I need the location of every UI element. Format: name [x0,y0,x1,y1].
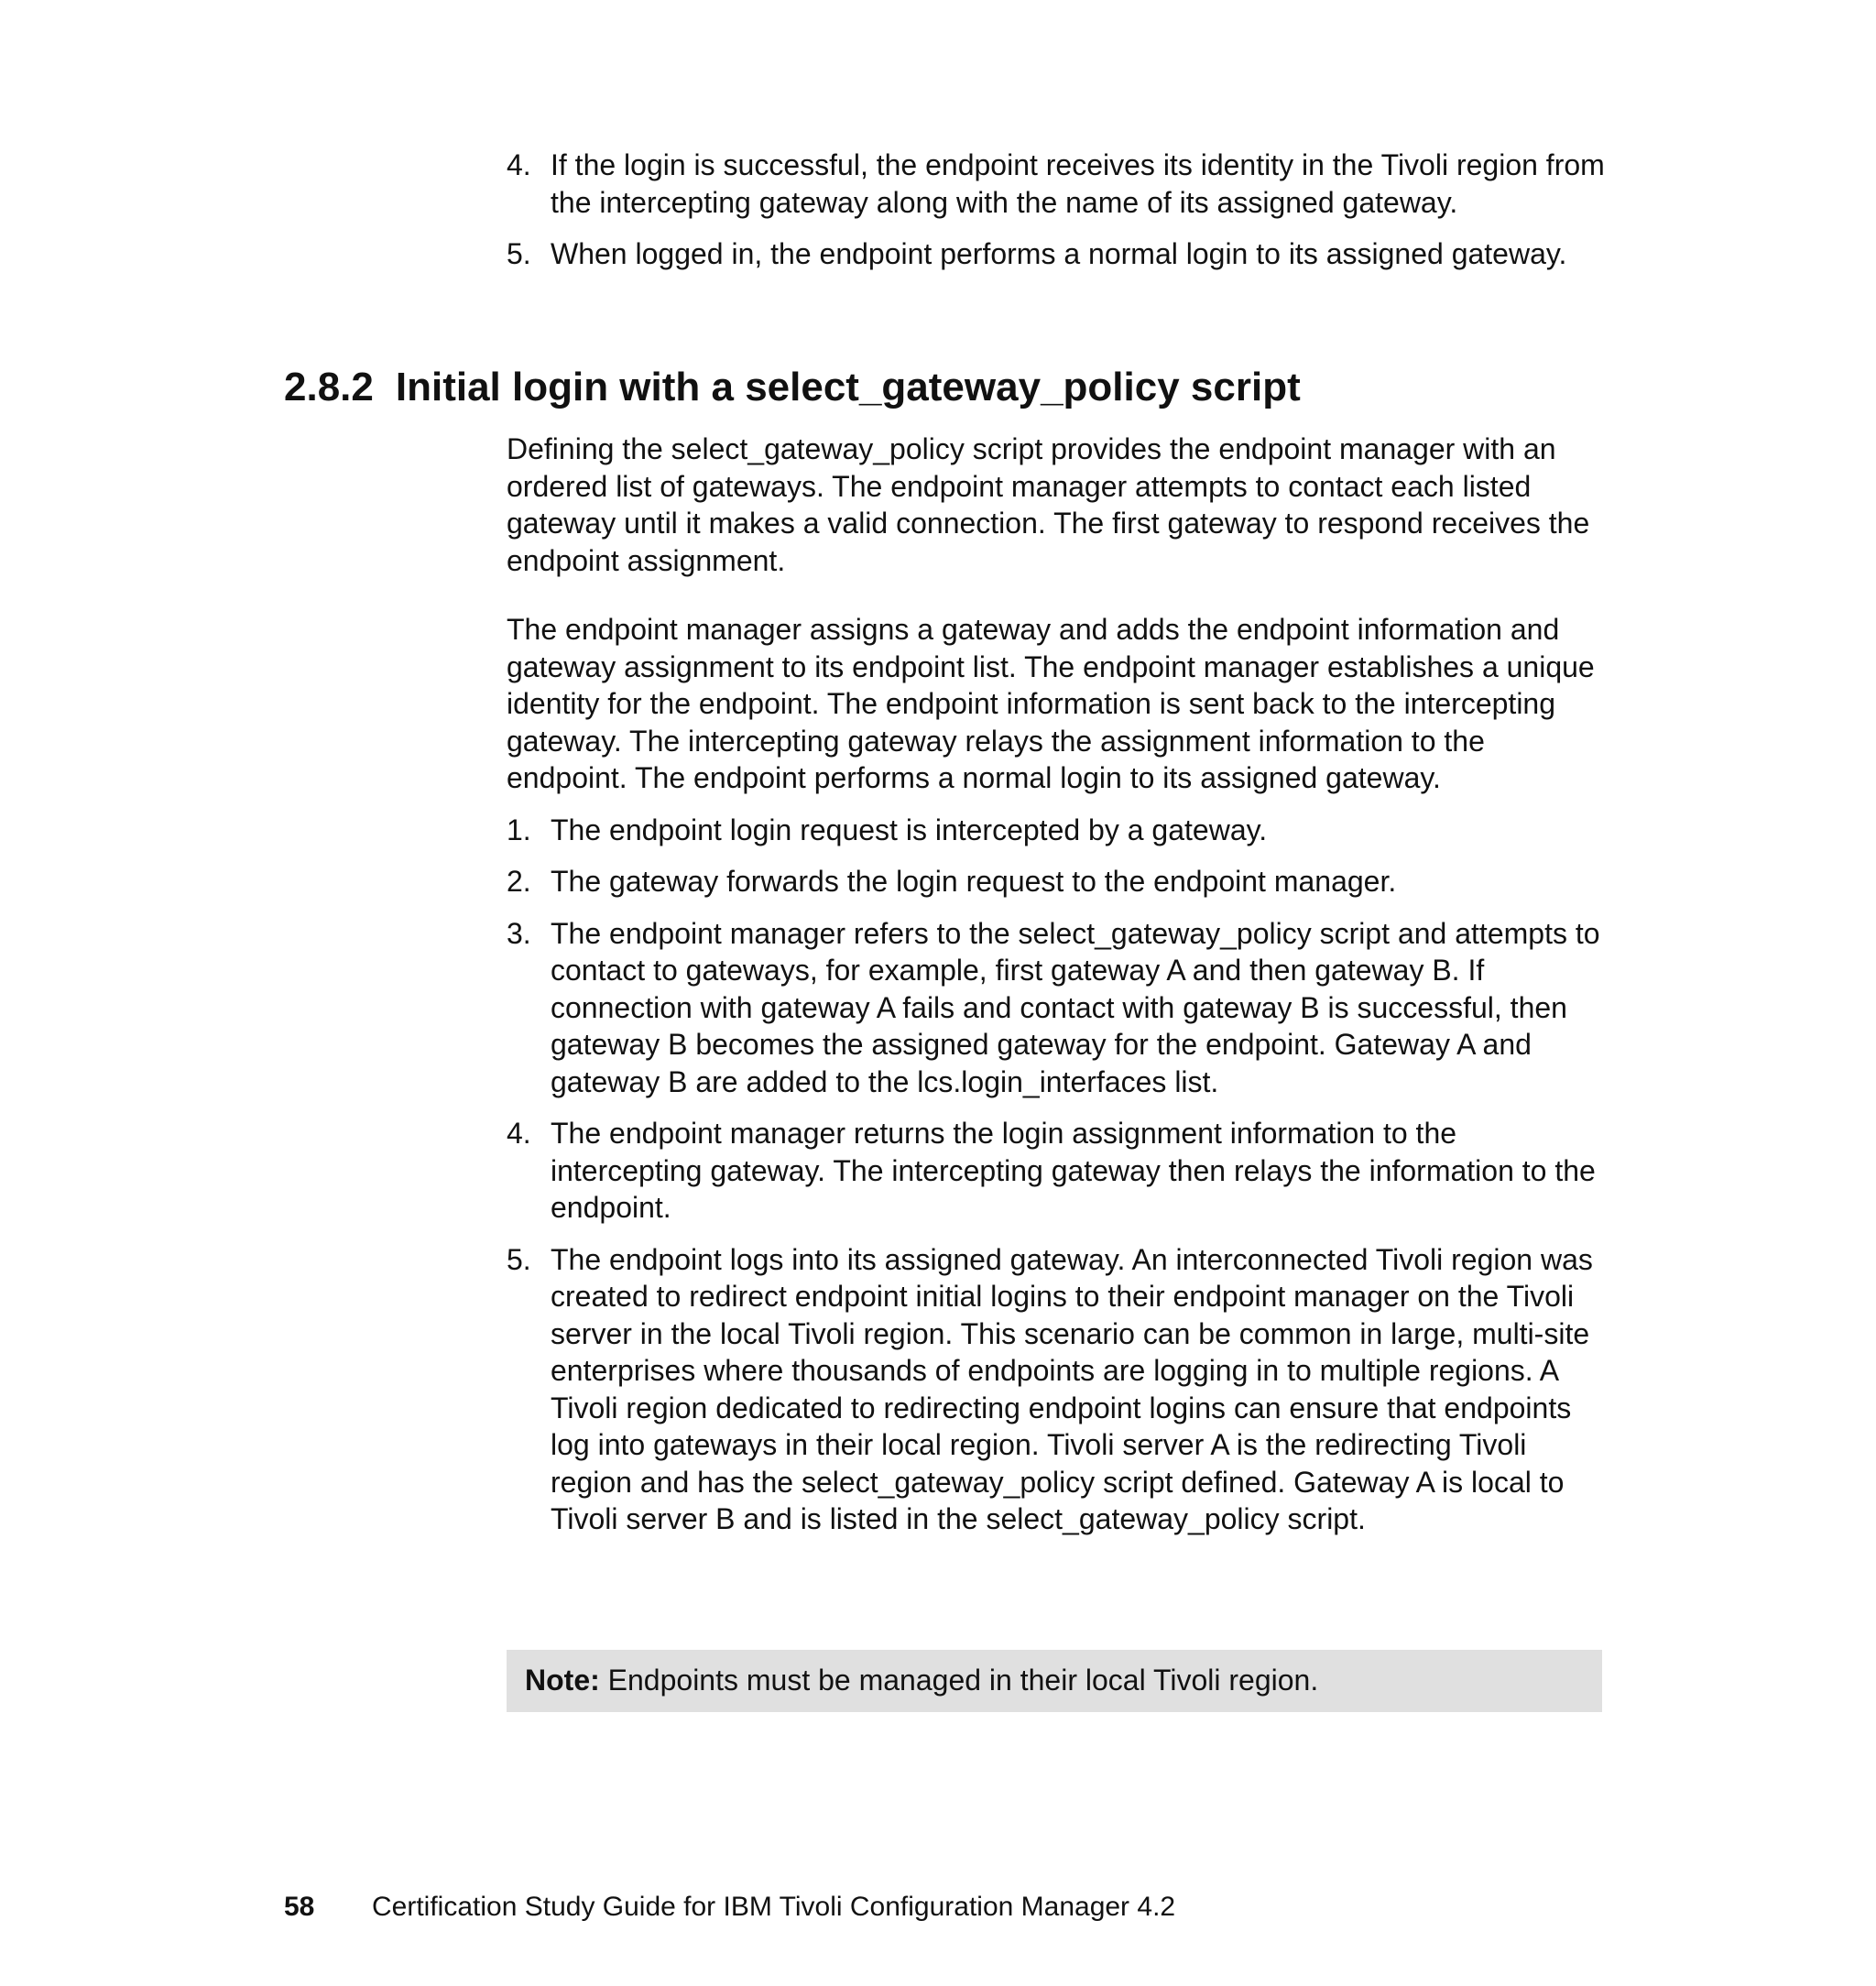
continued-list [507,147,1606,288]
list-item-number: 3. [507,916,531,950]
section-body [507,431,1606,1553]
list-item-text: When logged in, the endpoint performs a normal login to its assigned gateway. [551,237,1567,270]
section-title: Initial login with a select_gateway_policy script [395,365,1301,409]
steps-list [507,812,1606,1538]
list-item-number: 5. [507,237,531,270]
list-item [507,235,1606,273]
section-heading [284,363,1301,412]
list-item [507,915,1606,1101]
body-paragraph: Defining the select_gateway_policy script provides the endpoint manager with an ordered list of gateways. The endpoint manager attempts to contact each listed gateway until it makes a valid connection. The first gateway to respond receives the endpoint assignment. [507,432,1590,577]
list-item [507,1115,1606,1227]
body-paragraph: The endpoint manager assigns a gateway and adds the endpoint information and gateway assignment to its endpoint list. The endpoint manager establishes a unique identity for the endpoint. The endpoint information is sent back to the intercepting gateway. The intercepting gateway relays the assignment information to the endpoint. The endpoint performs a normal login to its assigned gateway. [507,613,1595,794]
list-item-number: 4. [507,148,531,181]
page-number: 58 [284,1892,315,1922]
note-box [507,1650,1602,1712]
list-item-text: If the login is successful, the endpoint receives its identity in the Tivoli region from the intercepting gateway along with the name of its assigned gateway. [551,148,1605,219]
section-number: 2.8.2 [284,365,374,409]
list-item-text: The gateway forwards the login request to the endpoint manager. [551,865,1397,898]
list-item-number: 4. [507,1117,531,1150]
list-item-number: 1. [507,813,531,846]
list-item-number: 5. [507,1242,531,1276]
list-item [507,147,1606,221]
list-item [507,812,1606,849]
list-item-text: The endpoint logs into its assigned gateway. An interconnected Tivoli region was created to redirect endpoint initial logins to their endpoint manager on the Tivoli server in the local Tivoli region. This scenario can be common in large, multi-site enterprises where thousands of endpoints are logging in to multiple regions. A Tivoli region dedicated to redirecting endpoint logins can ensure that endpoints log into gateways in their local region. Tivoli server A is the redirecting Tivoli region and has the select_gateway_policy script defined. Gateway A is local to Tivoli server B and is listed in the select_gateway_policy script. [551,1242,1593,1535]
book-title: Certification Study Guide for IBM Tivoli Configuration Manager 4.2 [372,1892,1176,1922]
list-item-text: The endpoint manager returns the login assignment information to the intercepting gateway. The intercepting gateway then relays the information to the endpoint. [551,1117,1596,1224]
list-item [507,1241,1606,1538]
list-item-number: 2. [507,865,531,898]
page-footer [284,1889,1175,1926]
list-item-text: The endpoint login request is intercepted by a gateway. [551,813,1268,846]
list-item-text: The endpoint manager refers to the select_gateway_policy script and attempts to contact to gateways, for example, first gateway A and then gateway B. If connection with gateway A fails and contact with gateway B is successful, then gateway B becomes the assigned gateway for the endpoint. Gateway A and gateway B are added to the lcs.login_interfaces list. [551,916,1600,1098]
list-item [507,863,1606,900]
note-text: Endpoints must be managed in their local Tivoli region. [607,1664,1319,1697]
note-label: Note: [525,1664,600,1697]
